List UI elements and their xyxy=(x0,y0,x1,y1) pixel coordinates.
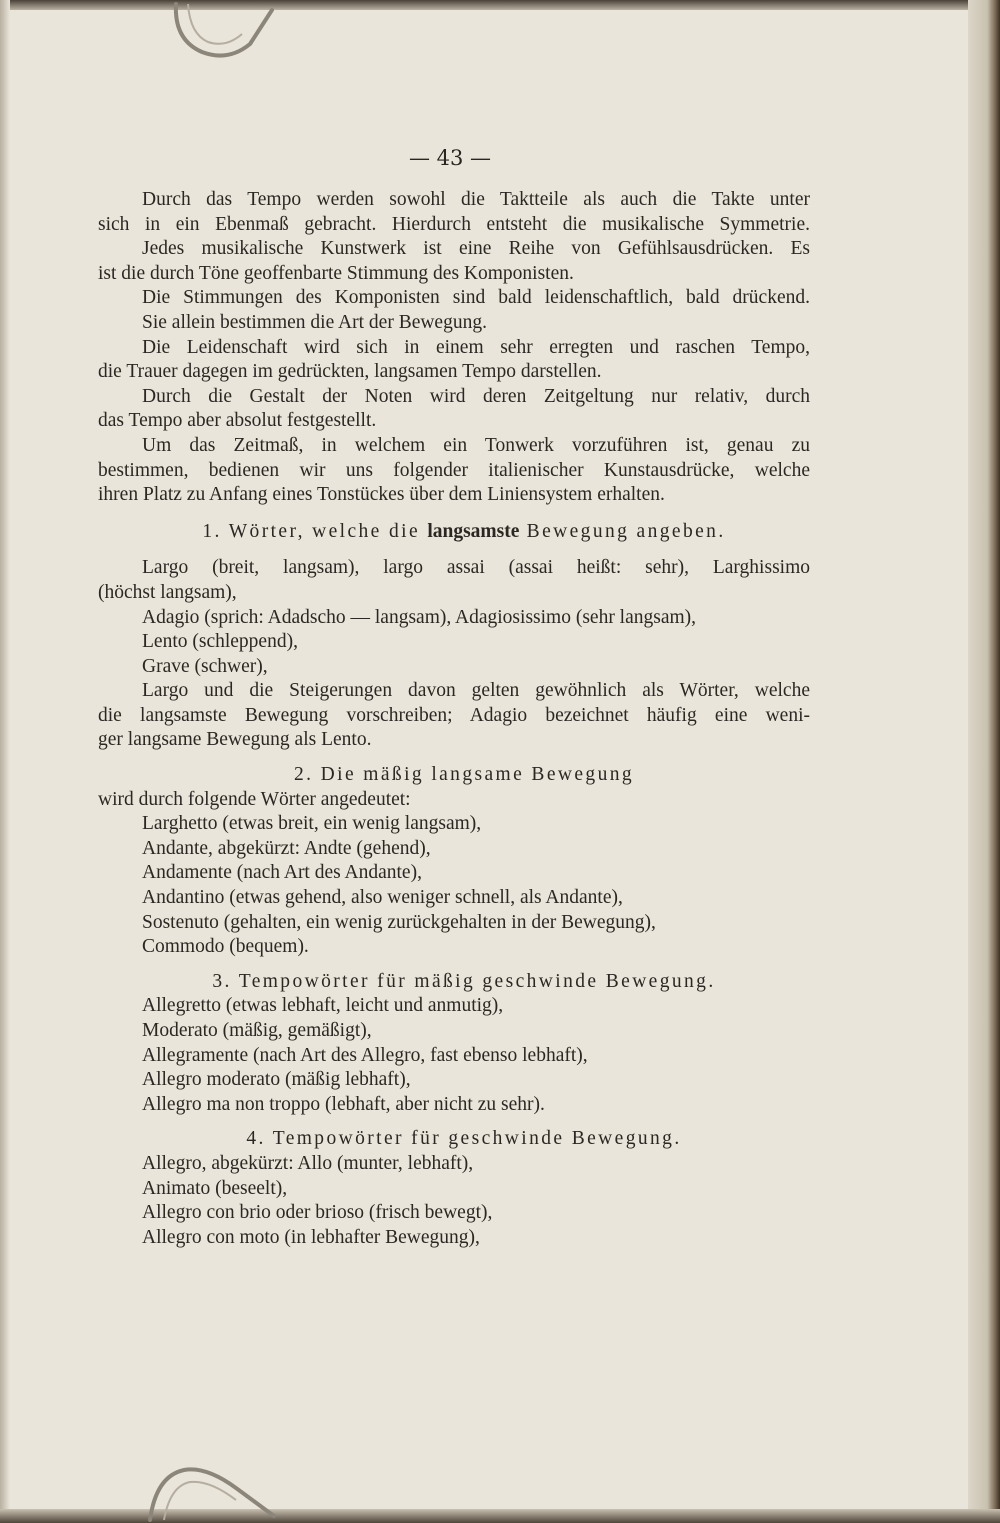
text-line: Allegro moderato (mäßig lebhaft), xyxy=(142,1069,411,1091)
page-left-edge xyxy=(0,0,10,1523)
text-line: Allegro con moto (in lebhafter Bewegung), xyxy=(142,1226,480,1248)
text-line: Jedes musikalische Kunstwerk ist eine Reihe von Gefühlsausdrücken. Es xyxy=(142,238,810,260)
text-line: Animato (beseelt), xyxy=(142,1177,288,1199)
section-heading-1 xyxy=(98,520,810,545)
text-line: Allegretto (etwas lebhaft, leicht und anmutig), xyxy=(142,995,504,1017)
text-line: Larghetto (etwas breit, ein wenig langsam), xyxy=(142,813,482,835)
text-line: ist die durch Töne geoffenbarte Stimmung des Komponisten. xyxy=(98,262,574,284)
page-body xyxy=(98,188,810,1250)
section-heading-4: 4. Tempowörter für geschwinde Bewegung. xyxy=(246,1128,682,1150)
text-line: (höchst langsam), xyxy=(98,581,237,603)
text-line: die langsamste Bewegung vorschreiben; Adagio bezeichnet häufig eine weni- xyxy=(98,704,810,726)
text-line: ihren Platz zu Anfang eines Tonstückes über dem Liniensystem erhalten. xyxy=(98,484,665,506)
text-line: Commodo (bequem). xyxy=(142,936,309,958)
section-heading-2: 2. Die mäßig langsame Bewegung xyxy=(293,764,635,786)
text-line: ger langsame Bewegung als Lento. xyxy=(98,729,372,751)
text-line: Moderato (mäßig, gemäßigt), xyxy=(142,1020,372,1041)
text-line: das Tempo aber absolut festgestellt. xyxy=(98,410,377,432)
page-right-edge xyxy=(968,0,1000,1523)
text-line: Lento (schleppend), xyxy=(142,631,298,653)
heading-text: 1. Wörter, welche die xyxy=(202,520,428,542)
text-line: Allegro con brio oder brioso (frisch bewegt), xyxy=(142,1202,493,1224)
text-line: Andantino (etwas gehend, also weniger schnell, als Andante), xyxy=(142,887,623,909)
text-line: Sostenuto (gehalten, ein wenig zurückgehalten in der Bewegung), xyxy=(142,911,656,933)
text-line: Allegro ma non troppo (lebhaft, aber nicht zu sehr). xyxy=(142,1093,545,1115)
text-line: Die Leidenschaft wird sich in einem sehr erregten und raschen Tempo, xyxy=(142,336,810,358)
text-line: Um das Zeitmaß, in welchem ein Tonwerk vorzuführen ist, genau zu xyxy=(142,434,810,456)
text-line: wird durch folgende Wörter angedeutet: xyxy=(98,788,411,810)
page-number: — 43 — xyxy=(408,146,492,170)
page-top-edge xyxy=(0,0,1000,10)
text-line: Allegro, abgekürzt: Allo (munter, lebhaft), xyxy=(142,1152,474,1174)
text-line: die Trauer dagegen im gedrückten, langsamen Tempo darstellen. xyxy=(98,361,602,383)
text-line: Allegramente (nach Art des Allegro, fast ebenso lebhaft), xyxy=(142,1044,588,1066)
text-line: Largo und die Steigerungen davon gelten gewöhnlich als Wörter, welche xyxy=(142,680,810,702)
text-line: Largo (breit, langsam), largo assai (assai heißt: sehr), Larghissimo xyxy=(142,557,810,579)
heading-emphasis: langsamste xyxy=(427,520,520,542)
text-line: bestimmen, bedienen wir uns folgender italienischer Kunstausdrücke, welche xyxy=(98,459,810,481)
text-line: Die Stimmungen des Komponisten sind bald leidenschaftlich, bald drückend. xyxy=(142,287,810,309)
text-line: Sie allein bestimmen die Art der Bewegung. xyxy=(142,311,487,333)
text-line: Andamente (nach Art des Andante), xyxy=(142,862,422,884)
page-bottom-edge xyxy=(0,1509,1000,1523)
text-line: Andante, abgekürzt: Andte (gehend), xyxy=(142,837,431,859)
text-line: Durch das Tempo werden sowohl die Taktteile als auch die Takte unter xyxy=(142,189,810,210)
section-heading-3: 3. Tempowörter für mäßig geschwinde Bewegung. xyxy=(212,970,716,992)
text-line: Grave (schwer), xyxy=(142,655,268,677)
text-line: Adagio (sprich: Adadscho — langsam), Adagiosissimo (sehr langsam), xyxy=(142,606,697,628)
text-line: Durch die Gestalt der Noten wird deren Zeitgeltung nur relativ, durch xyxy=(142,385,810,407)
text-line: sich in ein Ebenmaß gebracht. Hierdurch entsteht die musikalische Symmetrie. xyxy=(98,213,810,235)
heading-text: Bewegung angeben. xyxy=(519,520,726,542)
